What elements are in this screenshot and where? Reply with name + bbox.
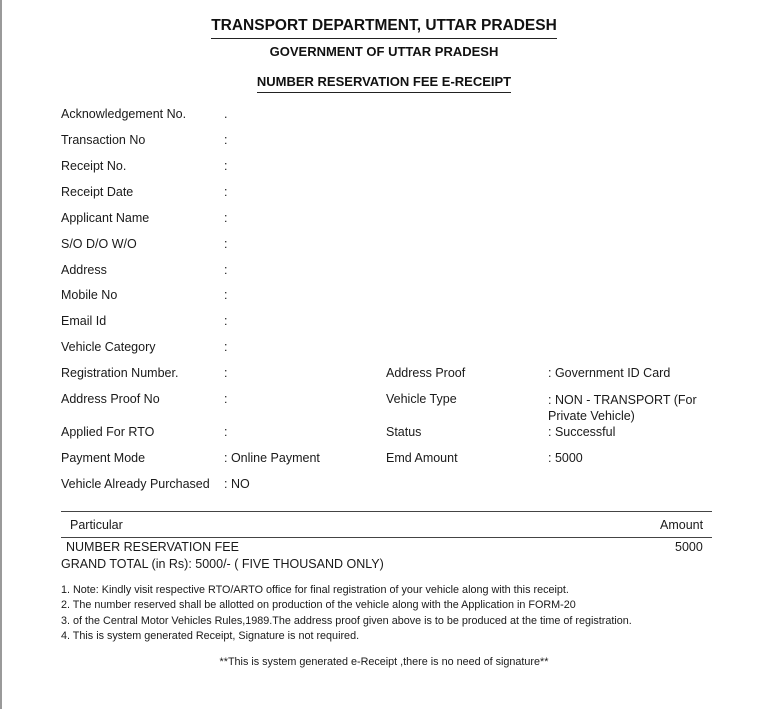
vehicle-category-value: : bbox=[224, 340, 228, 354]
address-proof-label: Address Proof bbox=[386, 366, 466, 380]
receipt-date-value: : bbox=[224, 185, 228, 199]
vehicle-type-label: Vehicle Type bbox=[386, 392, 457, 406]
receipt-title: NUMBER RESERVATION FEE E-RECEIPT bbox=[0, 74, 768, 93]
payment-mode-label: Payment Mode bbox=[61, 451, 146, 465]
grand-total: GRAND TOTAL (in Rs): 5000/- ( FIVE THOUSAND ONLY) bbox=[61, 557, 384, 571]
applicant-name-label: Applicant Name bbox=[61, 211, 150, 225]
vehicle-purchased-value: : NO bbox=[224, 477, 250, 491]
registration-number-value: : bbox=[224, 366, 228, 380]
applied-rto-value: : bbox=[224, 425, 228, 439]
emd-amount-value: : 5000 bbox=[548, 451, 583, 465]
applied-rto-label: Applied For RTO bbox=[61, 425, 155, 439]
acknowledgement-label: Acknowledgement No. bbox=[61, 107, 187, 121]
government-subtitle: GOVERNMENT OF UTTAR PRADESH bbox=[269, 44, 499, 59]
applicant-name-value: : bbox=[224, 211, 228, 225]
mobile-label: Mobile No bbox=[61, 288, 118, 302]
payment-mode-value: : Online Payment bbox=[224, 451, 320, 465]
col-particular-header: Particular bbox=[70, 518, 123, 532]
col-amount-header: Amount bbox=[660, 518, 704, 532]
note-2: 2. The number reserved shall be allotted on production of the vehicle along with the Application in FORM-20 bbox=[61, 599, 576, 611]
address-value: : bbox=[224, 263, 228, 277]
registration-number-label: Registration Number. bbox=[61, 366, 179, 380]
note-1: 1. Note: Kindly visit respective RTO/ARTO office for final registration of your vehicle along with this receipt. bbox=[61, 584, 569, 596]
note-4: 4. This is system generated Receipt, Signature is not required. bbox=[61, 630, 360, 642]
department-title: TRANSPORT DEPARTMENT, UTTAR PRADESH bbox=[0, 17, 768, 39]
table-header-rule bbox=[61, 537, 712, 538]
address-proof-value: : Government ID Card bbox=[548, 366, 671, 380]
relation-value: : bbox=[224, 237, 228, 251]
mobile-value: : bbox=[224, 288, 228, 302]
receipt-no-label: Receipt No. bbox=[61, 159, 127, 173]
receipt-date-label: Receipt Date bbox=[61, 185, 134, 199]
table-top-rule bbox=[61, 511, 712, 512]
transaction-label: Transaction No bbox=[61, 133, 146, 147]
address-label: Address bbox=[61, 263, 107, 277]
receipt-no-value: : bbox=[224, 159, 228, 173]
email-label: Email Id bbox=[61, 314, 107, 328]
vehicle-purchased-label: Vehicle Already Purchased bbox=[61, 477, 210, 491]
status-value: : Successful bbox=[548, 425, 616, 439]
email-value: : bbox=[224, 314, 228, 328]
acknowledgement-value: . bbox=[224, 107, 228, 121]
relation-label: S/O D/O W/O bbox=[61, 237, 137, 251]
page-left-border bbox=[0, 0, 2, 709]
note-3: 3. of the Central Motor Vehicles Rules,1989.The address proof given above is to be produced at the time of registration. bbox=[61, 615, 632, 627]
vehicle-type-value: : NON - TRANSPORT (For Private Vehicle) bbox=[548, 393, 697, 423]
fee-row-particular: NUMBER RESERVATION FEE bbox=[66, 540, 239, 554]
address-proof-no-label: Address Proof No bbox=[61, 392, 160, 406]
vehicle-category-label: Vehicle Category bbox=[61, 340, 156, 354]
status-label: Status bbox=[386, 425, 422, 439]
transaction-value: : bbox=[224, 133, 228, 147]
footer-disclaimer: **This is system generated e-Receipt ,there is no need of signature** bbox=[219, 656, 549, 668]
fee-row-amount: 5000 bbox=[675, 540, 703, 554]
address-proof-no-value: : bbox=[224, 392, 228, 406]
emd-amount-label: Emd Amount bbox=[386, 451, 458, 465]
